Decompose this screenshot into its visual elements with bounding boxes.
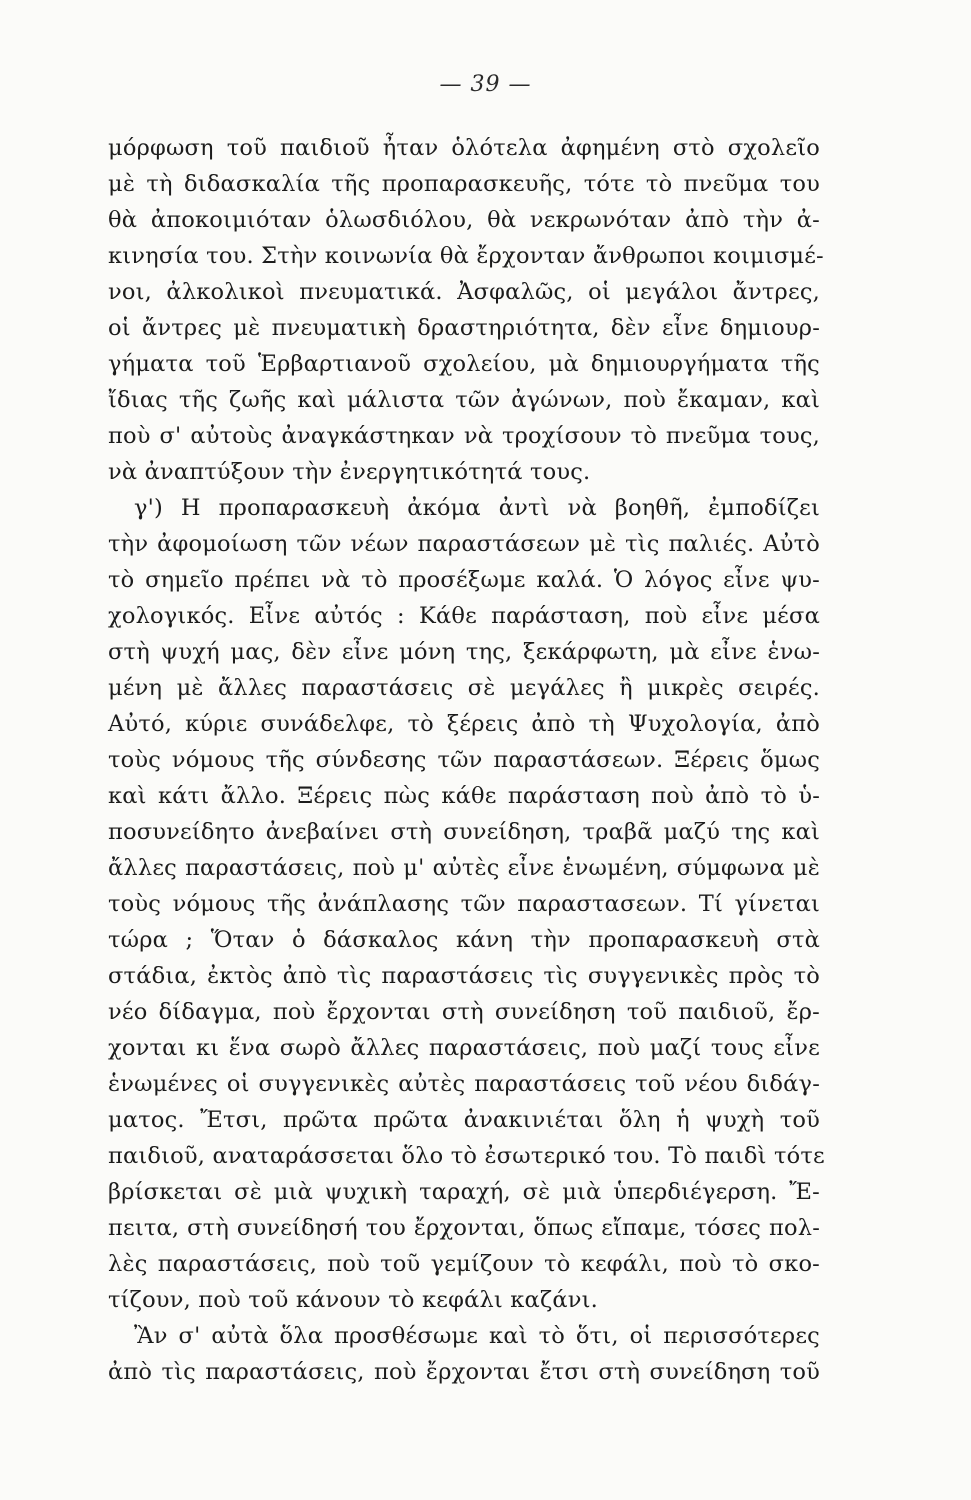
text-line: μόρφωση τοῦ παιδιοῦ ἦταν ὁλότελα ἀφημένη στὸ σχολεῖο [108,135,820,161]
text-line: πειτα, στὴ συνείδησή του ἔρχονται, ὅπως εἴπαμε, τόσες πολ- [108,1215,820,1241]
text-line: τώρα ; Ὅταν ὁ δάσκαλος κάνη τὴν προπαρασκευὴ στὰ [108,927,820,953]
text-line: ποὺ σ' αὐτοὺς ἀναγκάστηκαν νὰ τροχίσουν τὸ πνεῦμα τους, [108,423,820,449]
text-line: γήματα τοῦ Ἑρβαρτιανοῦ σχολείου, μὰ δημιουργήματα τῆς [108,351,820,377]
text-line: ποσυνείδητο ἀνεβαίνει στὴ συνείδηση, τραβᾶ μαζύ της καὶ [108,819,820,845]
text-line: μένη μὲ ἄλλες παραστάσεις σὲ μεγάλες ἢ μικρὲς σειρές. [108,675,820,701]
text-line: νέο δίδαγμα, ποὺ ἔρχονται στὴ συνείδηση τοῦ παιδιοῦ, ἔρ- [108,999,820,1025]
text-line: στὴ ψυχή μας, δὲν εἶνε μόνη της, ξεκάρφωτη, μὰ εἶνε ἑνω- [108,639,820,665]
text-line: χονται κι ἕνα σωρὸ ἄλλες παραστάσεις, ποὺ μαζί τους εἶνε [108,1035,820,1061]
text-line: νοι, ἀλκολικοὶ πνευματικά. Ἀσφαλῶς, οἱ μεγάλοι ἄντρες, [108,279,820,305]
text-line: παιδιοῦ, αναταράσσεται ὅλο τὸ ἐσωτερικό του. Τὸ παιδὶ τότε [108,1143,825,1169]
text-line: ἴδιας τῆς ζωῆς καὶ μάλιστα τῶν ἀγώνων, ποὺ ἔκαμαν, καὶ [108,387,820,413]
text-line: ἄλλες παραστάσεις, ποὺ μ' αὐτὲς εἶνε ἑνωμένη, σύμφωνα μὲ [108,855,820,881]
text-line: ματος. Ἔτσι, πρῶτα πρῶτα ἀνακινιέται ὅλη ἡ ψυχὴ τοῦ [108,1107,820,1133]
text-line: κινησία του. Στὴν κοινωνία θὰ ἔρχονταν ἄνθρωποι κοιμισμέ- [108,243,824,269]
text-line: οἱ ἄντρες μὲ πνευματικὴ δραστηριότητα, δὲν εἶνε δημιουρ- [108,315,820,341]
text-line: ἀπὸ τὶς παραστάσεις, ποὺ ἔρχονται ἔτσι στὴ συνείδηση τοῦ [108,1359,820,1385]
page-number: — 39 — [439,72,532,97]
text-line: ἑνωμένες οἱ συγγενικὲς αὐτὲς παραστάσεις τοῦ νέου διδάγ- [108,1071,820,1097]
paragraph-start-line: Ἂν σ' αὐτὰ ὅλα προσθέσωμε καὶ τὸ ὅτι, οἱ περισσότερες [134,1323,820,1349]
text-line: βρίσκεται σὲ μιὰ ψυχικὴ ταραχή, σὲ μιὰ ὑπερδιέγερση. Ἔ- [108,1179,820,1205]
text-line: χολογικός. Εἶνε αὐτός : Κάθε παράσταση, ποὺ εἶνε μέσα [108,603,820,629]
text-line: τοὺς νόμους τῆς ἀνάπλασης τῶν παραστασεων. Τί γίνεται [108,891,820,917]
text-line: Αὐτό, κύριε συνάδελφε, τὸ ξέρεις ἀπὸ τὴ Ψυχολογία, ἀπὸ [108,711,820,737]
text-line: νὰ ἀναπτύξουν τὴν ἐνεργητικότητά τους. [108,459,591,485]
text-line: μὲ τὴ διδασκαλία τῆς προπαρασκευῆς, τότε τὸ πνεῦμα του [108,171,820,197]
text-line: στάδια, ἐκτὸς ἀπὸ τὶς παραστάσεις τὶς συγγενικὲς πρὸς τὸ [108,963,820,989]
paragraph-start-line: γ') Η προπαρασκευὴ ἀκόμα ἀντὶ νὰ βοηθῆ, ἐμποδίζει [134,495,820,521]
text-line: λὲς παραστάσεις, ποὺ τοῦ γεμίζουν τὸ κεφάλι, ποὺ τὸ σκο- [108,1251,820,1277]
text-line: θὰ ἀποκοιμιόταν ὁλωσδιόλου, θὰ νεκρωνόταν ἀπὸ τὴν ἀ- [108,207,820,233]
text-line: τίζουν, ποὺ τοῦ κάνουν τὸ κεφάλι καζάνι. [108,1287,598,1313]
text-line: τοὺς νόμους τῆς σύνδεσης τῶν παραστάσεων. Ξέρεις ὅμως [108,747,820,773]
text-line: τὸ σημεῖο πρέπει νὰ τὸ προσέξωμε καλά. Ὁ λόγος εἶνε ψυ- [108,567,820,593]
body-text [108,130,825,1390]
text-line: τὴν ἀφομοίωση τῶν νέων παραστάσεων μὲ τὶς παλιές. Αὐτὸ [108,531,820,557]
text-line: καὶ κάτι ἄλλο. Ξέρεις πὼς κάθε παράσταση ποὺ ἀπὸ τὸ ὑ- [108,783,820,809]
